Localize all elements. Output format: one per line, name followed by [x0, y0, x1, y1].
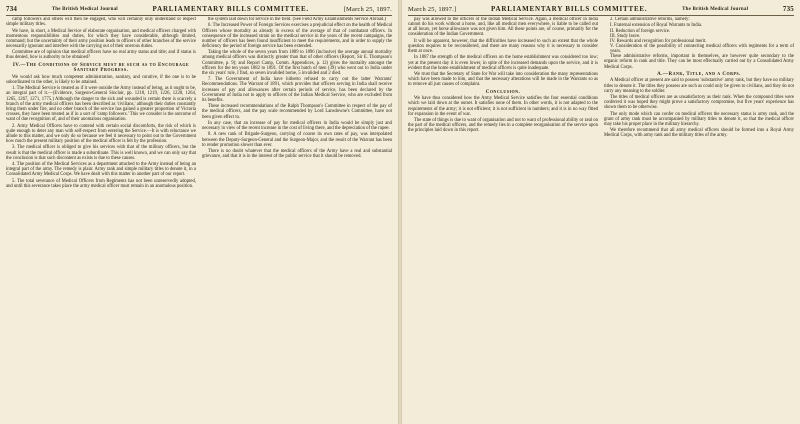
- paragraph: The titles of medical officers are as unsatisfactory as their rank. When the compound titles were conferred it was hoped they might prove a satisfactory compromise, but five years' experience has shown them to be otherwise.: [604, 95, 794, 111]
- paragraph: pay was allowed to the officers of the Indian Medical Service. Again, a medical officer in India cannot do his work without a horse, and, like all medical men everywhere, is liable to be called out at all hours, yet horse allowance was not given him. All these points are, of course, primarily for the consideration of the Indian Government.: [408, 17, 598, 38]
- paragraph: Committee are of opinion that medical officers have no real army status and title; and if status is thus denied, how is authority to be obtained?: [6, 50, 196, 61]
- right-journal-name: The British Medical Journal: [682, 6, 749, 12]
- paragraph: 7. The Government of India have hitherto refused to carry out the latter Warrants' Recommendations. The Warrant of 1891, which provides that officers serving in India shall receive increases of pay and allowances after certain periods of service, has been declared by the Government of India not to apply to officers of the Indian Medical Service, who are excluded from its benefits.: [202, 77, 392, 103]
- paragraph: 6. The Increased Power of Foreign Services exercises a prejudicial effect on the health of Medical Officers whose mortality as already in excess of the average of that of combatant officers. In consequence of the increased strain on the medical service in the years of the recent campaigns, the number of officers has been found insufficient to meet the requirements, and in order to supply the deficiency the period of foreign service has been extended.: [202, 23, 392, 49]
- paragraph: 1. The Medical Service is treated as if it were outside the Army instead of being, as it ought to be, an integral part of it.—(Evidence, Surgeon-General Sinclair, pp. 1218, 1219, 1226, 1228, 1264, 1265, 1267, 1271, 1775.) Although the danger to the sick and wounded is certain there is scarcely a branch of the army medical officers has been described as 'civilians,' although their duties constantly bring them under fire, and no other branch of the service has gained a greater proportion of Victoria crosses, they have been treated as if in a sort of 'camp followers.' This we consider is the outcome of want of due recognition of, and of their anomalous organisation.: [6, 86, 196, 123]
- right-columns: [408, 17, 794, 422]
- paragraph: The only mode which can confer on medical officers the necessary status is army rank, and the grant of army rank must be accompanied by military titles to denote it, so that the medical officer may take his proper place in the military hierarchy.: [604, 111, 794, 127]
- paragraph: 3. The medical officer is obliged to give his services with that of the military officers, but the result is that the medical officer is made a subordinate. This is well known, and we can only say that the conclusion is that such discontent as exists is due to these causes.: [6, 145, 196, 161]
- paragraph: Taking the whole of the seven years from 1889 to 1896 (inclusive) the average annual mortality among medical officers was distinctly greater than that of other officers (Report, Sir E. Thompson's Committee, p. 9); and Report Camp, Comm. Appendices, p. 12) gives the mortality amongst the officers for the ten years 1882 to 1891. Of the first batch of men (39) who went out to India under the six years' rule, I find, so seven invalided home, 5 invalided and 2 died.: [202, 50, 392, 76]
- paragraph: the system laid down for service in the field. (See Field Army Establishments Service Abroad.): [208, 17, 387, 22]
- left-section-title: PARLIAMENTARY BILLS COMMITTEE.: [152, 5, 309, 13]
- right-page-number: 735: [782, 5, 794, 13]
- section-heading: Conclusion.: [485, 89, 521, 95]
- paragraph: The state of things is due to want of organisation and not to want of professional ability or zeal on the part of the medical officers, and the remedy lies in a complete reorganisation of the service upon the principles laid down in this report.: [408, 118, 598, 134]
- list-item: III. Study leave.: [610, 33, 641, 39]
- paragraph: 2. Certain administrative reforms, namely:: [610, 17, 690, 22]
- paragraph: There is no doubt whatever that the medical officers of the Army have a real and substantial grievance, and that it is in the interest of the public service that it should be removed.: [202, 149, 392, 160]
- right-page: [402, 0, 800, 424]
- paragraph: 4. The position of the Medical Services as a department attached to the Army instead of being an integral part of the army. The remedy is plain: Army rank and simple military titles to denote it, in a Consolidated Army Medical Corps. We have dealt with this matter in another part of our report.: [6, 162, 196, 178]
- right-section-title: PARLIAMENTARY BILLS COMMITTEE.: [491, 5, 648, 13]
- list-item: IV. Rewards and recognition for professional merit.: [610, 38, 707, 44]
- section-heading: A.—Rank, Title, and a Corps.: [657, 71, 741, 77]
- right-column-1: [408, 17, 598, 422]
- paragraph: In any case, that an increase of pay for medical officers in India would be simply just and necessary in view of the recent increase in the cost of living there, and the depreciation of the rupee.: [202, 120, 392, 132]
- paragraph: It will be apparent, however, that the difficulties have increased to such an extent that the whole question requires to be reconsidered, and there are many reasons why it is necessary to consider them at once.: [408, 38, 598, 55]
- left-column-1: [6, 17, 196, 422]
- paragraph: 2. Army Medical Officers have to contend with certain social discomforts, the risk of which is quite enough to deter any man with self-respect from entering the Service.—It is with reluctance we allude to this matter, and we only do so because we feel it necessary to point out to the Government how much the present military position of the medical officer is felt by the profession.: [6, 123, 196, 145]
- paragraph: camp followers and others will then be engaged, who will certainly only understand or respect simple military titles.: [6, 17, 196, 28]
- left-page-number: 734: [6, 5, 18, 13]
- paragraph: We trust that the Secretary of State for War will take into consideration the many representations which have been made to him, and that the necessary alterations will be made in the Warrants so as to remove all just causes of complaint.: [408, 72, 598, 88]
- paragraph: 8. A new rank of Brigade-Surgeon, carrying of course its own rates of pay, was interpolated between the Deputy-Surgeon-General and the Surgeon-Major, and the result of the Warrant has been to render promotion slower than ever.: [202, 132, 392, 148]
- paragraph: These increased recommendations of the Ralph Thompson's Committee in respect of the pay of the medical officers, and the pay scale recommended by Lord Lansdowne's Committee, have not been given effect to.: [202, 104, 392, 120]
- paragraph: We therefore recommend that all army medical officers should be formed into a Royal Army Medical Corps, with army rank and the military titles of the army.: [604, 128, 794, 139]
- paragraph: In 1887 the strength of the medical officers on the home establishment was considered too low; yet at the present day it is even lower, in spite of the increased demands upon the service, and it is evident that the home establishment of medical officers is quite inadequate.: [408, 55, 598, 71]
- left-date: [March 25, 1897.: [343, 5, 392, 13]
- paragraph: A Medical officer at present are said to possess 'substantive' army rank, but they have no military titles to denote it. The titles they possess are such as could only be given to civilians, and they do not carry any meaning to the soldier.: [604, 78, 794, 94]
- right-column-2: [604, 17, 794, 422]
- list-item: V. Consideration of the possibility of connecting medical officers with regiments for a term of years.: [610, 43, 794, 55]
- left-page: [0, 0, 398, 424]
- list-item: I. Fraternal extension of Royal Warrants to India.: [610, 23, 703, 29]
- left-column-2: [202, 17, 392, 422]
- left-journal-name: The British Medical Journal: [51, 6, 118, 12]
- left-running-head: [6, 3, 392, 16]
- list-item: II. Reduction of foreign service.: [610, 28, 671, 34]
- right-running-head: [408, 3, 794, 16]
- paragraph: We have thus considered how the Army Medical Service satisfies the four essential conditions which we laid down at the outset. It satisfies none of them. In other words, it is not adapted to the requirements of the army; it is not efficient; it is not sufficient in numbers; and it is in no way fitted for expansion in the event of war.: [408, 96, 598, 117]
- left-columns: [6, 17, 392, 422]
- right-date: March 25, 1897.]: [408, 5, 457, 13]
- section-heading: IV.—The Conditions of Service must be such as to Encourage Sanitary Progress.: [12, 62, 190, 74]
- paragraph: 5. The total severance of Medical Officers from Regiments has not been unreservedly adopted, and until this severance takes place the army medical officer must remain in an anomalous position.: [6, 178, 196, 189]
- paragraph: We have, in short, a Medical Service of elaborate organisation, and medical officers charged with momentous responsibilities and duties, for which they have considerable, although limited, command; but the uncertainty of their army position leads to officers of other branches of the service necessarily ignorant and interfere with the carrying out of their onerous duties.: [6, 28, 196, 49]
- paragraph: These administrative reforms, important in themselves, are however quite secondary to the organic reform in rank and title. They can be most effectually carried out by a Consolidated Army Medical Corps.: [604, 54, 794, 70]
- paragraph: We would ask how much competent administration, sanitary, and curative, if the one is to be subordinated to the other, is likely to be attained.: [6, 74, 196, 85]
